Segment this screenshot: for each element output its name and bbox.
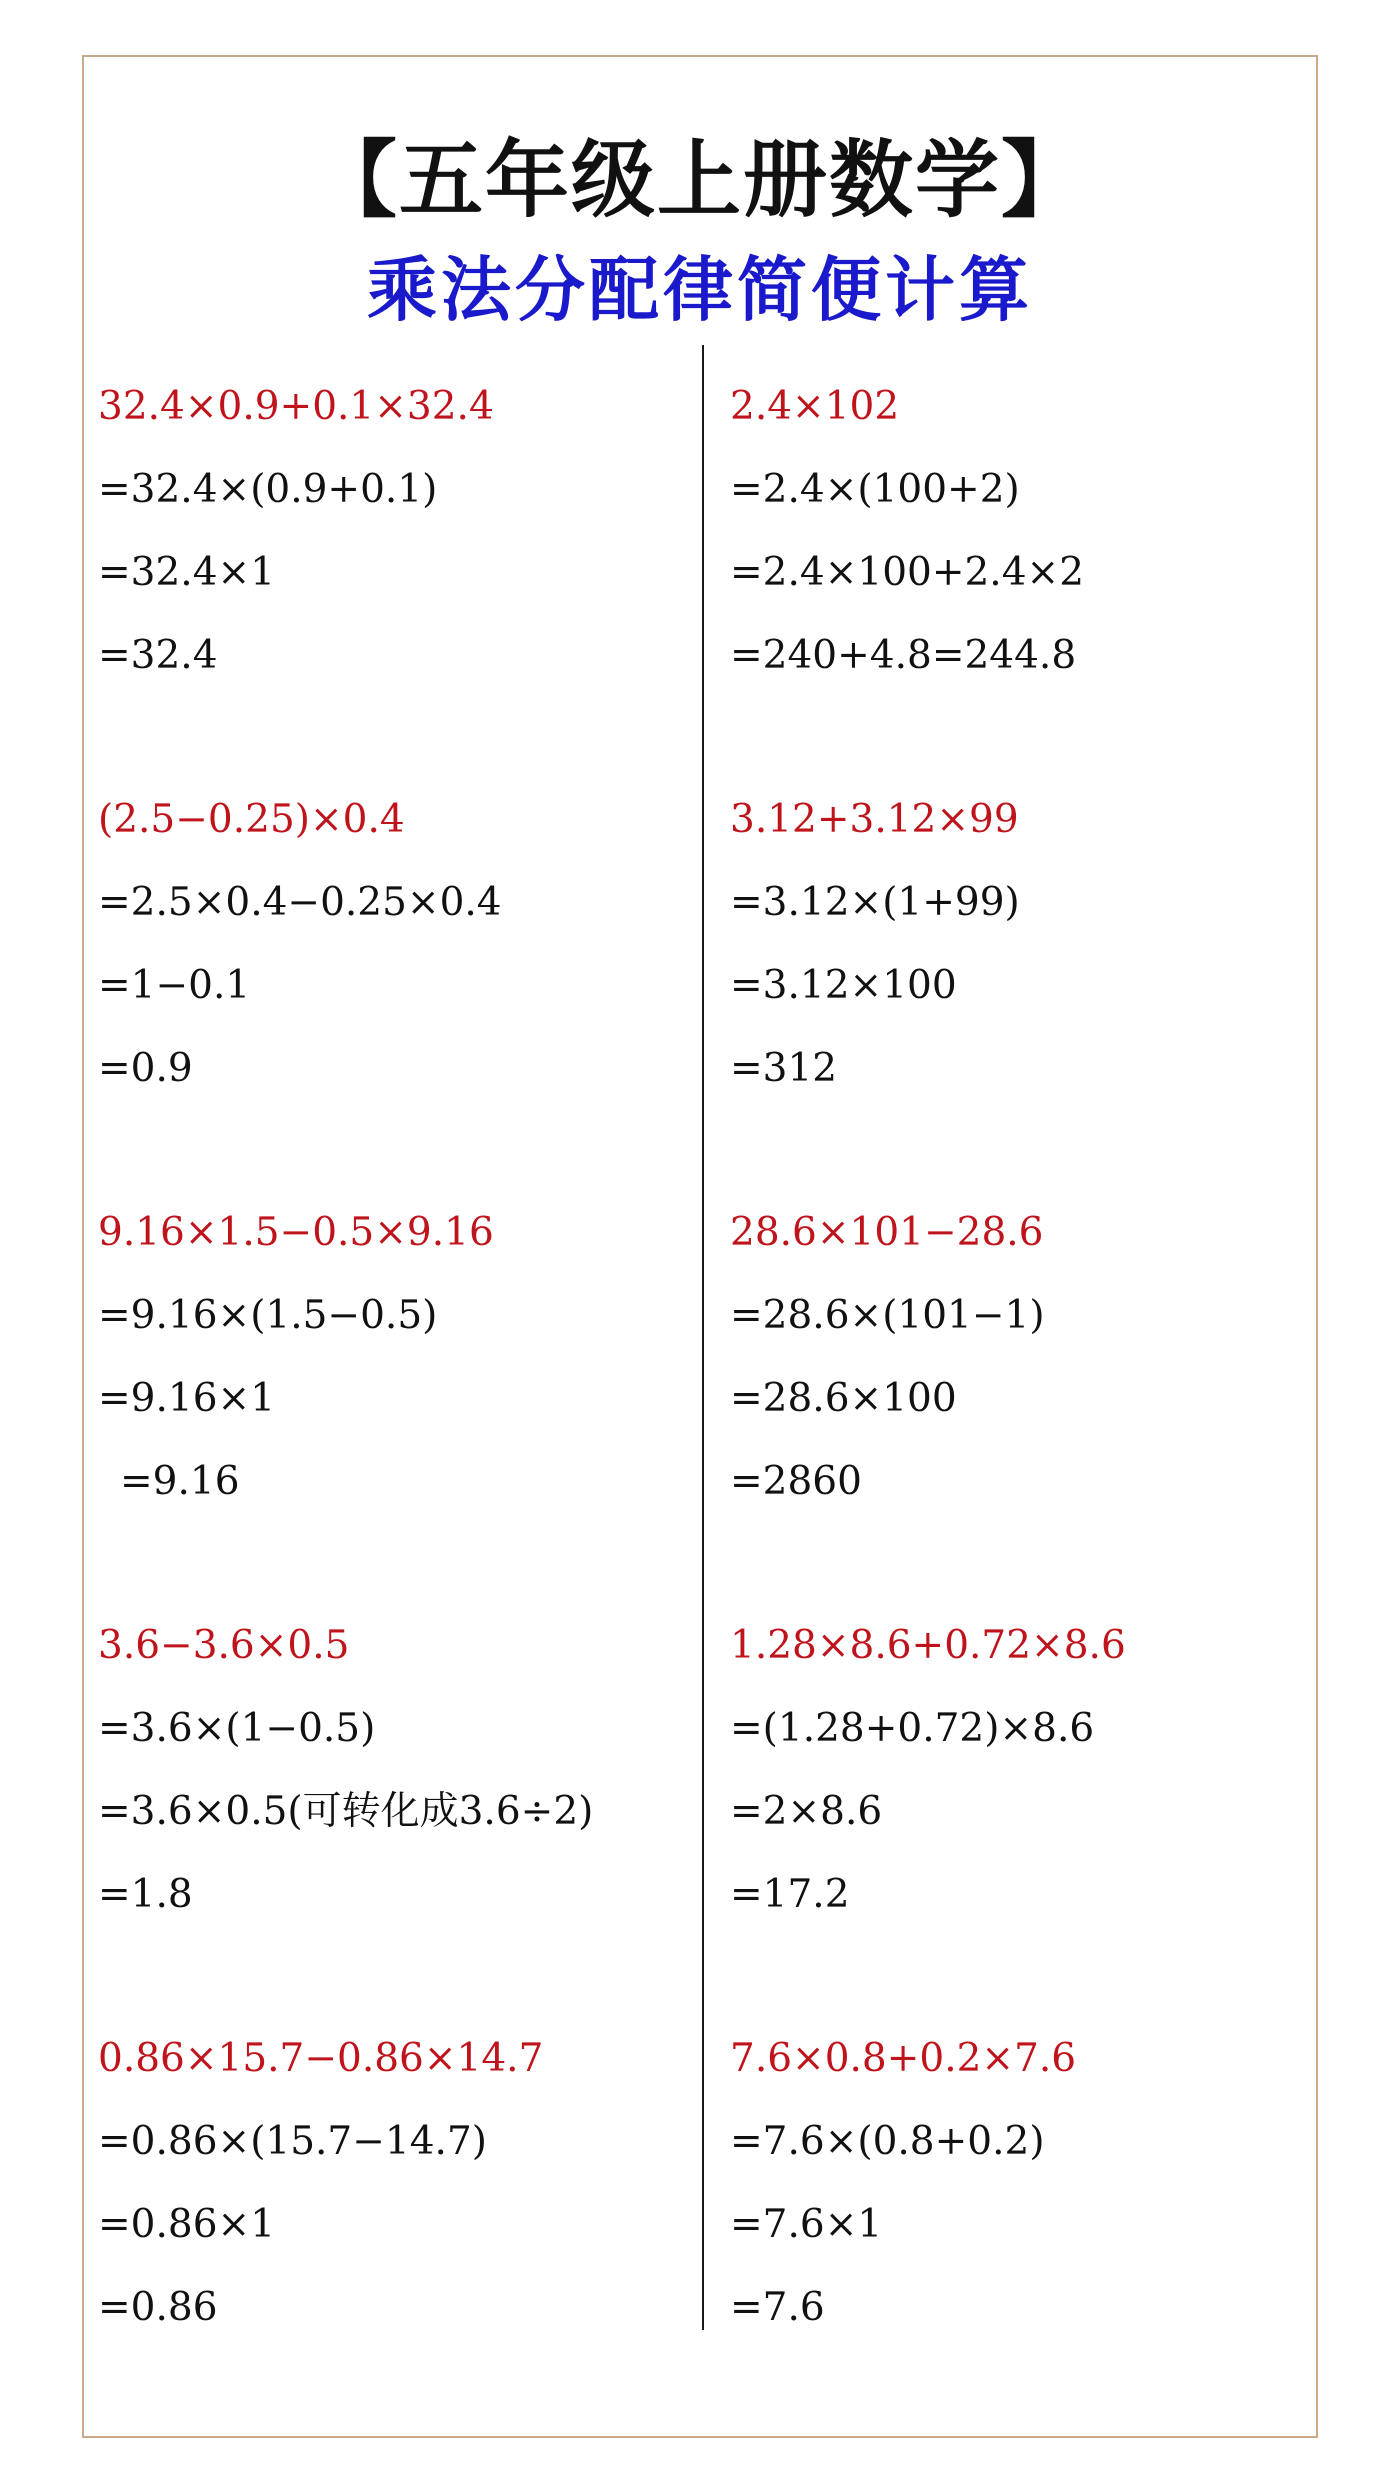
solution-step: =28.6×100 (730, 1376, 957, 1421)
solution-step: =2.4×100+2.4×2 (730, 550, 1085, 595)
solution-step: =0.86×(15.7−14.7) (98, 2119, 487, 2164)
problem-question: 32.4×0.9+0.1×32.4 (98, 384, 494, 429)
left-column (98, 365, 698, 2430)
solution-step: =3.6×0.5(可转化成3.6÷2) (98, 1789, 594, 1834)
problem-question: 3.12+3.12×99 (730, 797, 1019, 842)
solution-step: =0.86 (98, 2285, 218, 2330)
problem-question: 1.28×8.6+0.72×8.6 (730, 1623, 1126, 1668)
problem-question: 0.86×15.7−0.86×14.7 (98, 2036, 544, 2081)
solution-step: =3.12×100 (730, 963, 957, 1008)
solution-step: =2×8.6 (730, 1789, 883, 1834)
solution-step: =312 (730, 1046, 838, 1091)
solution-step: =32.4×(0.9+0.1) (98, 467, 438, 512)
solution-step: =9.16×(1.5−0.5) (98, 1293, 438, 1338)
right-column (730, 365, 1330, 2430)
problem-question: 9.16×1.5−0.5×9.16 (98, 1210, 494, 1255)
solution-step: =0.9 (98, 1046, 193, 1091)
solution-step: =2860 (730, 1459, 862, 1504)
solution-step: =9.16×1 (98, 1376, 276, 1421)
solution-step: =28.6×(101−1) (730, 1293, 1045, 1338)
problem-question: 28.6×101−28.6 (730, 1210, 1044, 1255)
solution-step: =3.12×(1+99) (730, 880, 1020, 925)
solution-step: =2.4×(100+2) (730, 467, 1020, 512)
problem-block (98, 1604, 698, 2017)
page-title: 【五年级上册数学】 (312, 131, 1087, 229)
solution-step: =7.6×1 (730, 2202, 883, 2247)
problem-block (98, 778, 698, 1191)
problem-question: 3.6−3.6×0.5 (98, 1623, 350, 1668)
problem-block (98, 2017, 698, 2430)
problem-question: (2.5−0.25)×0.4 (98, 797, 405, 842)
solution-step: =32.4 (98, 633, 218, 678)
problem-block (730, 778, 1330, 1191)
solution-step: =9.16 (120, 1459, 240, 1504)
problem-block (730, 1191, 1330, 1604)
problem-block (730, 365, 1330, 778)
solution-step: =240+4.8=244.8 (730, 633, 1077, 678)
solution-step: =7.6 (730, 2285, 825, 2330)
solution-step: =1.8 (98, 1872, 193, 1917)
problem-block (730, 2017, 1330, 2430)
page-subtitle: 乘法分配律简便计算 (367, 248, 1033, 331)
problem-block (98, 1191, 698, 1604)
problem-question: 2.4×102 (730, 384, 900, 429)
column-divider (702, 345, 704, 2330)
solution-step: =3.6×(1−0.5) (98, 1706, 376, 1751)
solution-step: =2.5×0.4−0.25×0.4 (98, 880, 502, 925)
problem-block (730, 1604, 1330, 2017)
solution-step: =7.6×(0.8+0.2) (730, 2119, 1045, 2164)
solution-step: =17.2 (730, 1872, 850, 1917)
solution-step: =0.86×1 (98, 2202, 276, 2247)
problem-question: 7.6×0.8+0.2×7.6 (730, 2036, 1077, 2081)
solution-step: =1−0.1 (98, 963, 251, 1008)
solution-step: =32.4×1 (98, 550, 276, 595)
solution-step: =(1.28+0.72)×8.6 (730, 1706, 1095, 1751)
problem-block (98, 365, 698, 778)
